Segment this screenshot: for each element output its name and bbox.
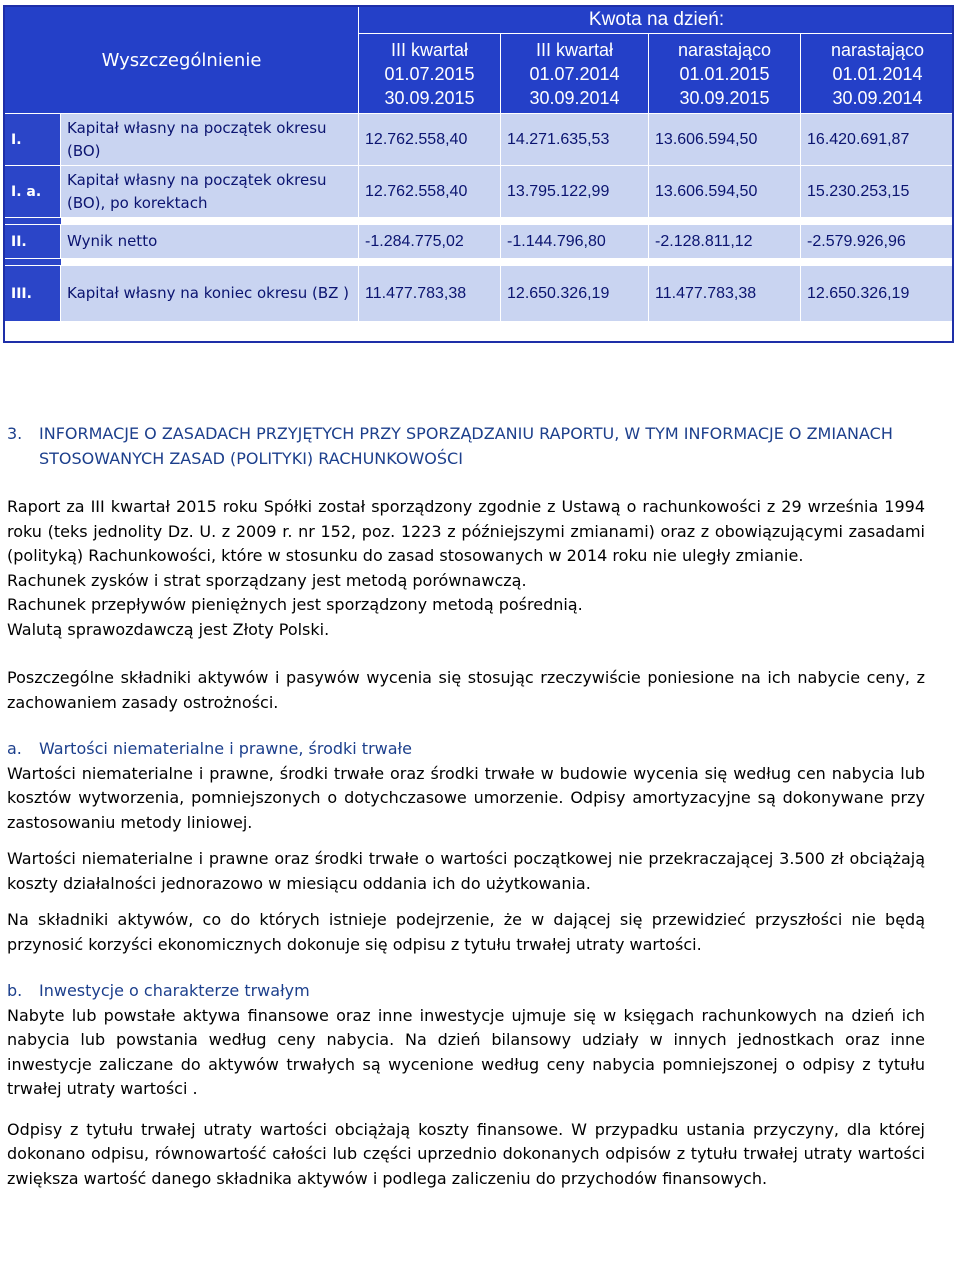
row-number: I. a. [5, 166, 61, 218]
equity-table-wrapper [4, 6, 954, 344]
header-description: Wyszczególnienie [5, 7, 359, 114]
section-3-title: INFORMACJE O ZASADACH PRZYJĘTYCH PRZY SPORZĄDZANIU RAPORTU, W TYM INFORMACJE O ZMIANACH STOSOWANYCH ZASAD (POLITYKI) RACHUNKOWOŚCI [39, 424, 893, 468]
section-b-heading [7, 979, 925, 1004]
section-b-paragraph: Odpisy z tytułu trwałej utraty wartości obciążają koszty finansowe. W przypadku ustania przyczyny, dla której dokonano odpisu, równowartość całości lub części uprzednio dokonanych odpisów z tytułu trwałej utraty wartości zwiększa wartość danego składnika aktywów i podlega zaliczeniu do przychodów finansowych. [7, 1119, 925, 1188]
section-a-title: Wartości niematerialne i prawne, środki trwałe [39, 739, 412, 758]
row-description: Kapitał własny na koniec okresu (BZ ) [61, 266, 359, 322]
row-value: 12.650.326,19 [801, 266, 955, 322]
section-3-number: 3. [7, 424, 23, 443]
section-3 [7, 422, 925, 1191]
section-a-paragraph: Wartości niematerialne i prawne oraz środki trwałe o wartości początkowej nie przekraczającej 3.500 zł obciążają koszty działalności jednorazowo w miesiącu oddania ich do użytkowania. [7, 849, 925, 893]
row-number: II. [5, 225, 61, 259]
row-value: 12.650.326,19 [501, 266, 649, 322]
row-value: 12.762.558,40 [359, 114, 501, 166]
row-value: -2.579.926,96 [801, 225, 955, 259]
table-row [5, 225, 955, 259]
section-b-paragraph: Nabyte lub powstałe aktywa finansowe oraz inne inwestycje ujmuje się w księgach rachunkowych na dzień ich nabycia lub powstania według ceny nabycia. Na dzień bilansowy udziały w innych jednostkach oraz inne inwestycje zaliczane do aktywów trwałych są wycenione według ceny nabycia pomniejszonej o odpisy z tytułu trwałej utraty wartości . [7, 1005, 925, 1098]
header-col-q3-2015: III kwartał 01.07.2015 30.09.2015 [359, 34, 501, 114]
section-b-letter: b. [7, 981, 23, 1000]
row-value: 15.230.253,15 [801, 166, 955, 218]
row-value: -1.144.796,80 [501, 225, 649, 259]
row-value: 13.606.594,50 [649, 114, 801, 166]
section-a-paragraph: Na składniki aktywów, co do których istnieje podejrzenie, że w dającej się przewidzieć przyszłości nie będą przynosić korzyści ekonomicznych dokonuje się odpisu z tytułu trwałej utraty wartości. [7, 910, 925, 954]
row-number: I. [5, 114, 61, 166]
row-number: III. [5, 266, 61, 322]
row-value: -2.128.811,12 [649, 225, 801, 259]
row-spacer [5, 218, 955, 225]
section-3-paragraph: Rachunek przepływów pieniężnych jest sporządzony metodą pośrednią. [7, 595, 583, 614]
row-value: 16.420.691,87 [801, 114, 955, 166]
row-value: 13.795.122,99 [501, 166, 649, 218]
row-value: 14.271.635,53 [501, 114, 649, 166]
header-col-ytd-2014: narastająco 01.01.2014 30.09.2014 [801, 34, 955, 114]
header-col-q3-2014: III kwartał 01.07.2014 30.09.2014 [501, 34, 649, 114]
section-3-paragraph: Poszczególne składniki aktywów i pasywów wycenia się stosując rzeczywiście poniesione na ich nabycie ceny, z zachowaniem zasady ostrożności. [7, 668, 925, 712]
header-col-ytd-2015: narastająco 01.01.2015 30.09.2015 [649, 34, 801, 114]
row-value: -1.284.775,02 [359, 225, 501, 259]
section-a-paragraph: Wartości niematerialne i prawne, środki trwałe oraz środki trwałe w budowie wycenia się według cen nabycia lub kosztów wytworzenia, pomniejszonych o dotychczasowe umorzenie. Odpisy amortyzacyjne są dokonywane przy zastosowaniu metody liniowej. [7, 763, 925, 832]
header-amount-as-of: Kwota na dzień: [359, 7, 955, 34]
section-3-paragraph: Raport za III kwartał 2015 roku Spółki został sporządzony zgodnie z Ustawą o rachunkowości z 29 września 1994 roku (teks jednolity Dz. U. z 2009 r. nr 152, poz. 1223 z późniejszymi zmianami) oraz z obowiązującymi zasadami (polityką) Rachunkowości, które w stosunku do zasad stosowanych w 2014 roku nie uległy zmianie. [7, 497, 925, 565]
row-value: 13.606.594,50 [649, 166, 801, 218]
row-description: Wynik netto [61, 225, 359, 259]
row-description: Kapitał własny na początek okresu (BO) [61, 114, 359, 166]
table-row [5, 166, 955, 218]
section-3-paragraph: Rachunek zysków i strat sporządzany jest metodą porównawczą. [7, 570, 527, 590]
section-a-letter: a. [7, 739, 22, 758]
row-spacer [5, 259, 955, 266]
row-description: Kapitał własny na początek okresu (BO), po korektach [61, 166, 359, 218]
section-b-title: Inwestycje o charakterze trwałym [39, 981, 310, 1000]
row-value: 12.762.558,40 [359, 166, 501, 218]
section-3-heading [7, 422, 925, 471]
equity-changes-table [4, 6, 955, 322]
section-3-paragraph: Walutą sprawozdawczą jest Złoty Polski. [7, 619, 330, 639]
row-value: 11.477.783,38 [649, 266, 801, 322]
row-value: 11.477.783,38 [359, 266, 501, 322]
section-a-heading [7, 737, 925, 762]
table-row [5, 266, 955, 322]
table-row [5, 114, 955, 166]
